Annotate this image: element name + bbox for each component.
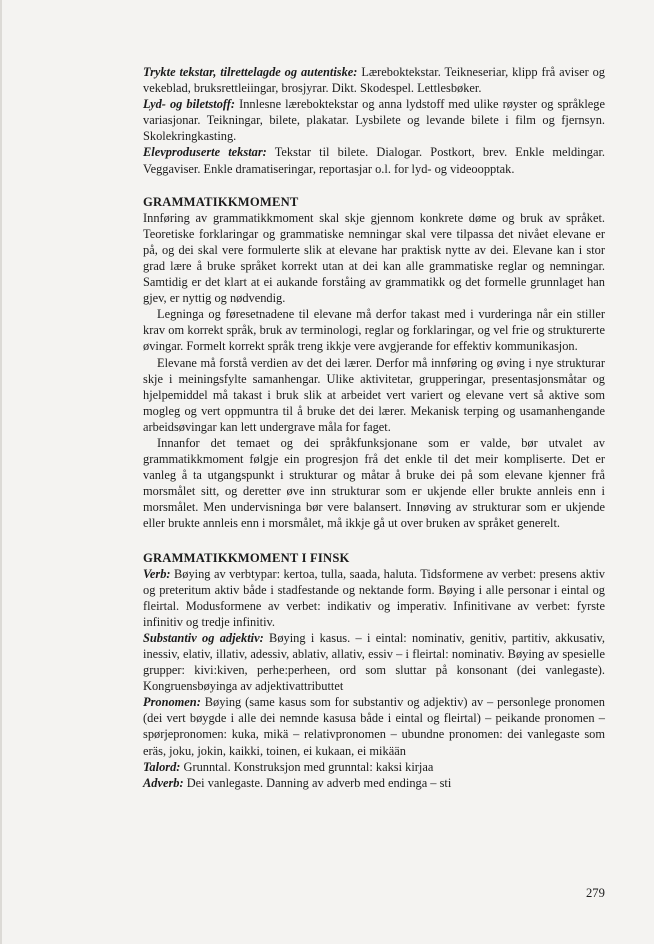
grammar-item-pronoun bbox=[143, 694, 605, 758]
page-content bbox=[143, 64, 605, 791]
grammar-text: Grunntal. Konstruksjon med grunntal: kaksi kirjaa bbox=[180, 759, 434, 774]
grammar-item-adverb bbox=[143, 775, 605, 791]
grammar-item-numeral bbox=[143, 759, 605, 775]
grammar-lead: Verb: bbox=[143, 566, 171, 581]
grammar-lead: Talord: bbox=[143, 759, 181, 774]
grammar-item-noun bbox=[143, 630, 605, 694]
grammar-lead: Substantiv og adjektiv: bbox=[143, 630, 264, 645]
intro-lead: Trykte tekstar, tilrettelagde og autentiske: bbox=[143, 65, 358, 79]
intro-paragraph-audio bbox=[143, 96, 605, 144]
intro-paragraph-printed bbox=[143, 64, 605, 96]
intro-text: Innlesne læreboktekstar og anna lydstoff med ulike røyster og språklege variasjonar. Teikningar, bilete, plakatar. Lysbilete og levande bilete i film og fjernsyn. Skolekringkasting. bbox=[143, 97, 605, 144]
grammar-text: Bøying (same kasus som for substantiv og adjektiv) av – personlege pronomen (dei vert bøygde i alle dei nemnde kasusa både i eintal og fleirtal) – peikande pronomen – spørjepronomen: kuka, mikä – relativpronomen – ubundne pronomen: dei vanlegaste som eräs, joku, jokin, kaikki, toinen, ei kukaan, ei mikään bbox=[143, 695, 605, 758]
grammar-item-verb bbox=[143, 566, 605, 630]
intro-text: Læreboktekstar. Teikneseriar, klipp frå aviser og vekeblad, bruksrettleiingar, brosjyrar. Dikt. Skodespel. Lettlesbøker. bbox=[143, 65, 605, 96]
intro-lead: Lyd- og biletstoff: bbox=[143, 97, 236, 112]
page-edge bbox=[0, 0, 2, 944]
page-number: 279 bbox=[586, 886, 605, 900]
body-paragraph: Elevane må forstå verdien av det dei lærer. Derfor må innføring og øving i nye strukturar skje i meiningsfylte samanhengar. Ulike aktivitetar, grupperingar, presentasjonsmåtar og hjelpemiddel må takast i bruk slik at arbeidet vert variert og elevane vert så aktive som mogleg og vert oppmuntra til å bruke det dei lærer. Mekanisk terping og usamanhengande arbeidsøvingar kan lett undergrave måla for faget. bbox=[143, 355, 605, 434]
intro-paragraph-student bbox=[143, 144, 605, 176]
body-paragraph: Legninga og føresetnadene til elevane må derfor takast med i vurderinga når ein stiller krav om korrekt språk, bruk av terminologi, reglar og forklaringar, og vel frie og strukturerte øvingar. Formelt korrekt språk treng ikkje vere avgjerande for effektiv kommunikasjon. bbox=[143, 307, 605, 354]
section-heading: GRAMMATIKKMOMENT bbox=[143, 194, 299, 209]
grammar-text: Dei vanlegaste. Danning av adverb med endinga – sti bbox=[183, 775, 452, 790]
body-paragraph: Innanfor det temaet og dei språkfunksjonane som er valde, bør utvalet av grammatikkmoment følgje ein progresjon frå det enkle til det meir kompliserte. Det er vanleg å ta utgangspunkt i strukturar og måtar å bruke dei på som elevane kjenner frå morsmålet sitt, og deretter øve inn strukturar som er ukjende eller brukte annleis enn i morsmålet. Men undervisninga bør vere balansert. Innøving av strukturar som er ukjende eller brukte annleis enn i morsmålet, må ikkje gå ut over bruken av språket generelt. bbox=[143, 435, 605, 531]
grammar-lead: Pronomen: bbox=[143, 695, 201, 710]
spacer bbox=[143, 177, 605, 194]
intro-text: Tekstar til bilete. Dialogar. Postkort, brev. Enkle meldingar. Veggaviser. Enkle dramatiseringar, reportasjar o.l. for lyd- og videoopptak. bbox=[143, 145, 606, 176]
section-heading: GRAMMATIKKMOMENT I FINSK bbox=[143, 550, 350, 565]
spacer bbox=[143, 532, 605, 550]
grammar-lead: Adverb: bbox=[143, 775, 184, 790]
body-paragraph: Innføring av grammatikkmoment skal skje gjennom konkrete døme og bruk av språket. Teoretiske forklaringar og grammatiske nemningar skal vere tilpassa det nivået elevane er på, og dei skal vere formulerte slik at elevane har praktisk nytte av dei. Elevane kan i stor grad lære å bruke språket korrekt utan at dei kan alle grammatiske reglar og nemningar. Samtidig er det klart at ei aukande forståing av grammatikk og det formelle grunnlaget han gjev, er nyttig og nødvendig. bbox=[143, 210, 605, 306]
grammar-text: Bøying av verbtypar: kertoa, tulla, saada, haluta. Tidsformene av verbet: presens aktiv og preteritum aktiv både i stadfestande og nektande form. Bøying i alle personar i eintal og fleirtal. Modusformene av verbet: indikativ og imperativ. Infinitivane av verbet: fyrste infinitiv og tredje infinitiv. bbox=[143, 566, 605, 629]
grammar-text: Bøying i kasus. – i eintal: nominativ, genitiv, partitiv, akkusativ, inessiv, elativ, illativ, adessiv, ablativ, allativ, essiv – i fleirtal: nominativ. Bøying av spesielle grupper: kivi:kiven, perhe:perheen, ord som sluttar på konsonant (dei vanlegaste). Kongruensbøyinga av adjektivattributtet bbox=[143, 630, 605, 694]
intro-lead: Elevproduserte tekstar: bbox=[143, 145, 267, 160]
